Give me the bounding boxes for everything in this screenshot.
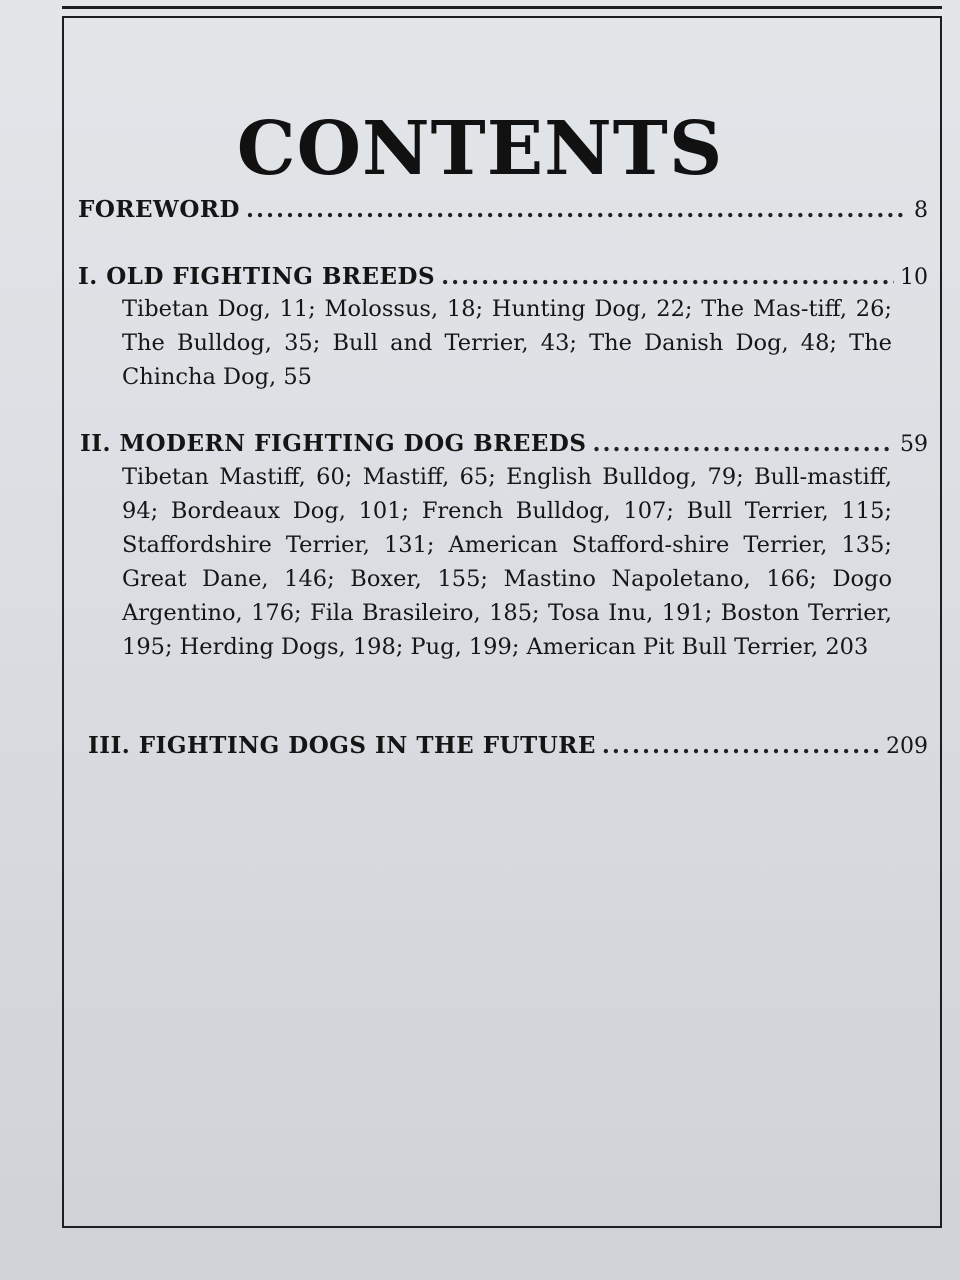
toc-entry-page-number: 10	[900, 265, 928, 290]
toc-entry-label: I. OLD FIGHTING BREEDS	[78, 263, 436, 290]
toc-entry-foreword	[78, 196, 928, 223]
top-border-rule	[62, 0, 942, 9]
toc-entry-page-number: 59	[900, 432, 928, 457]
toc-entry-fighting-dogs-future	[88, 732, 928, 759]
toc-entry-label: II. MODERN FIGHTING DOG BREEDS	[80, 430, 587, 457]
dot-leader	[592, 430, 894, 457]
toc-entry-modern-fighting-dog-breeds	[80, 430, 928, 457]
toc-entry-label: III. FIGHTING DOGS IN THE FUTURE	[88, 732, 596, 759]
dot-leader	[246, 196, 908, 223]
dot-leader	[441, 263, 894, 290]
toc-subtopics-modern-fighting-dog-breeds: Tibetan Mastiff, 60; Mastiff, 65; English Bulldog, 79; Bull-mastiff, 94; Bordeaux Dog, 101; French Bulldog, 107; Bull Terrier, 115; Staffordshire Terrier, 131; American Stafford-shire Terrier, 135; Great Dane, 146; Boxer, 155; Mastino Napoletano, 166; Dogo Argentino, 176; Fila Brasileiro, 185; Tosa Inu, 191; Boston Terrier, 195; Herding Dogs, 198; Pug, 199; American Pit Bull Terrier, 203	[122, 464, 892, 660]
toc-entry-page-number: 209	[886, 734, 928, 759]
dot-leader	[602, 732, 880, 759]
toc-subtopics-old-fighting-breeds: Tibetan Dog, 11; Molossus, 18; Hunting Dog, 22; The Mas-tiff, 26; The Bulldog, 35; Bull and Terrier, 43; The Danish Dog, 48; The Chincha Dog, 55	[122, 296, 892, 390]
toc-entry-old-fighting-breeds	[78, 263, 928, 290]
toc-entry-page-number: 8	[914, 198, 928, 223]
toc-entry-label: FOREWORD	[78, 196, 240, 223]
page-title: CONTENTS	[236, 106, 724, 192]
